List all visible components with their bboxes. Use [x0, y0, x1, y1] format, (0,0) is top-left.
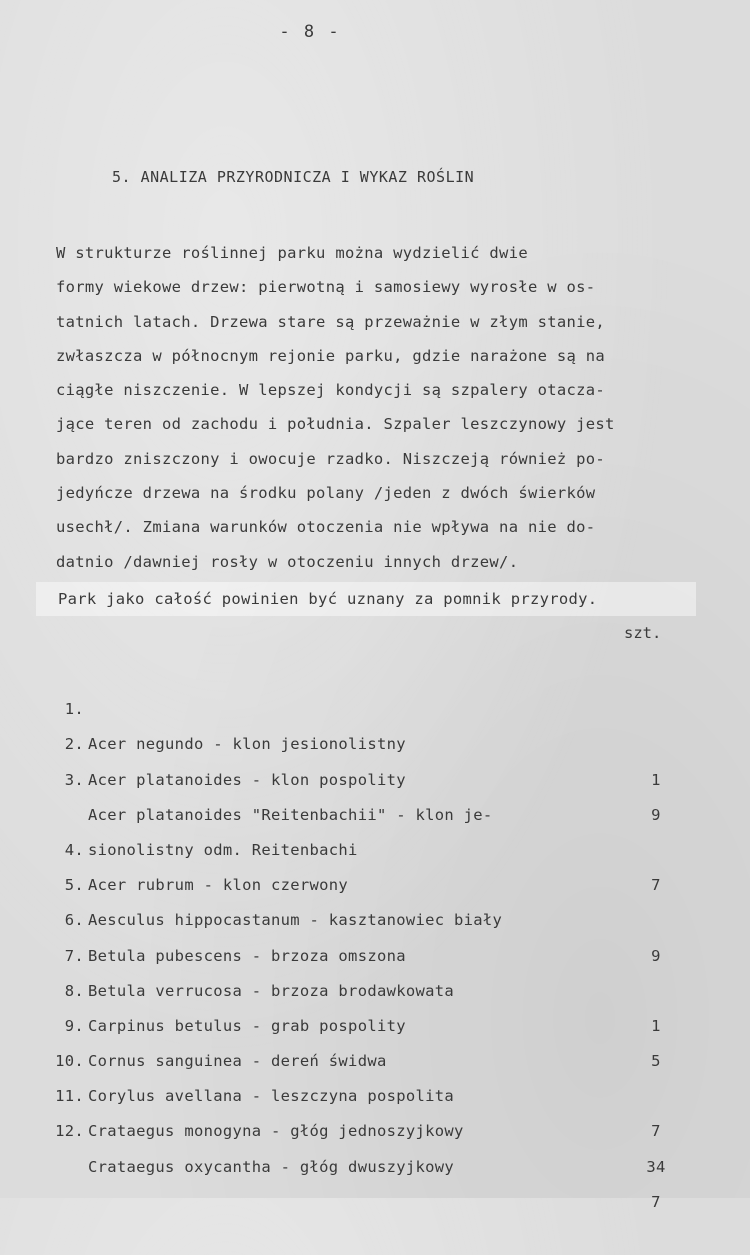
item-count: 9 — [651, 946, 661, 965]
species-name: Crataegus monogyna - głóg jednoszyjkowy — [88, 1122, 464, 1141]
paragraph-line: usechł/. Zmiana warunków otoczenia nie wpływa na nie do- — [56, 518, 596, 537]
paragraph-line: tatnich latach. Drzewa stare są przeważnie w złym stanie, — [56, 312, 606, 331]
paragraph-line: jące teren od zachodu i południa. Szpaler leszczynowy jest — [56, 415, 615, 434]
paragraph-line: zwłaszcza w północnym rejonie parku, gdzie narażone są na — [56, 346, 606, 365]
species-list — [40, 657, 700, 1211]
item-number: 5. — [64, 876, 84, 895]
item-number: 11. — [55, 1087, 84, 1106]
species-name: Betula verrucosa - brzoza brodawkowata — [88, 981, 455, 1000]
item-count: 7 — [651, 1192, 661, 1211]
body-paragraph — [56, 236, 696, 579]
page-number: - 8 - — [279, 22, 341, 42]
conclusion-sentence: Park jako całość powinien być uznany za pomnik przyrody. — [36, 582, 696, 616]
item-count: 5 — [651, 1052, 661, 1071]
species-name: Aesculus hippocastanum - kasztanowiec biały — [88, 911, 503, 930]
item-number: 1. — [64, 700, 84, 719]
item-count: 1 — [651, 770, 661, 789]
paragraph-line: formy wiekowe drzew: pierwotną i samosiewy wyrosłe w os- — [56, 278, 596, 297]
item-number: 6. — [64, 911, 84, 930]
species-name: Corylus avellana - leszczyna pospolita — [88, 1087, 455, 1106]
paragraph-line: ciągłe niszczenie. W lepszej kondycji są szpalery otacza- — [56, 381, 606, 400]
item-number: 10. — [55, 1052, 84, 1071]
species-name: Cornus sanguinea - dereń świdwa — [88, 1052, 387, 1071]
species-name: Carpinus betulus - grab pospolity — [88, 1016, 406, 1035]
paragraph-line: datnio /dawniej rosły w otoczeniu innych drzew/. — [56, 552, 519, 571]
item-count: 9 — [651, 805, 661, 824]
species-name: Acer rubrum - klon czerwony — [88, 876, 349, 895]
item-count: 7 — [651, 876, 661, 895]
species-name: Acer platanoides - klon pospolity — [88, 770, 406, 789]
item-number: 12. — [55, 1122, 84, 1141]
species-name: sionolistny odm. Reitenbachi — [88, 840, 358, 859]
item-number: 7. — [64, 946, 84, 965]
section-heading: 5. ANALIZA PRZYRODNICZA I WYKAZ ROŚLIN — [112, 168, 475, 186]
item-count: 7 — [651, 1122, 661, 1141]
species-name: Acer platanoides "Reitenbachii" - klon je- — [88, 805, 493, 824]
paragraph-line: jedyńcze drzewa na środku polany /jeden z dwóch świerków — [56, 484, 596, 503]
item-count: 34 — [646, 1157, 666, 1176]
unit-column-header: szt. — [624, 624, 662, 642]
species-name: Acer negundo - klon jesionolistny — [88, 735, 406, 754]
species-name: Crataegus oxycantha - głóg dwuszyjkowy — [88, 1157, 455, 1176]
species-name: Betula pubescens - brzoza omszona — [88, 946, 406, 965]
item-count: 1 — [651, 1016, 661, 1035]
item-number: 4. — [64, 840, 84, 859]
paragraph-line: bardzo zniszczony i owocuje rzadko. Niszczeją również po- — [56, 449, 606, 468]
paragraph-line: W strukturze roślinnej parku można wydzielić dwie — [56, 244, 528, 262]
item-number: 9. — [64, 1016, 84, 1035]
item-number: 8. — [64, 981, 84, 1000]
item-number: 2. — [64, 735, 84, 754]
item-number: 3. — [64, 770, 84, 789]
